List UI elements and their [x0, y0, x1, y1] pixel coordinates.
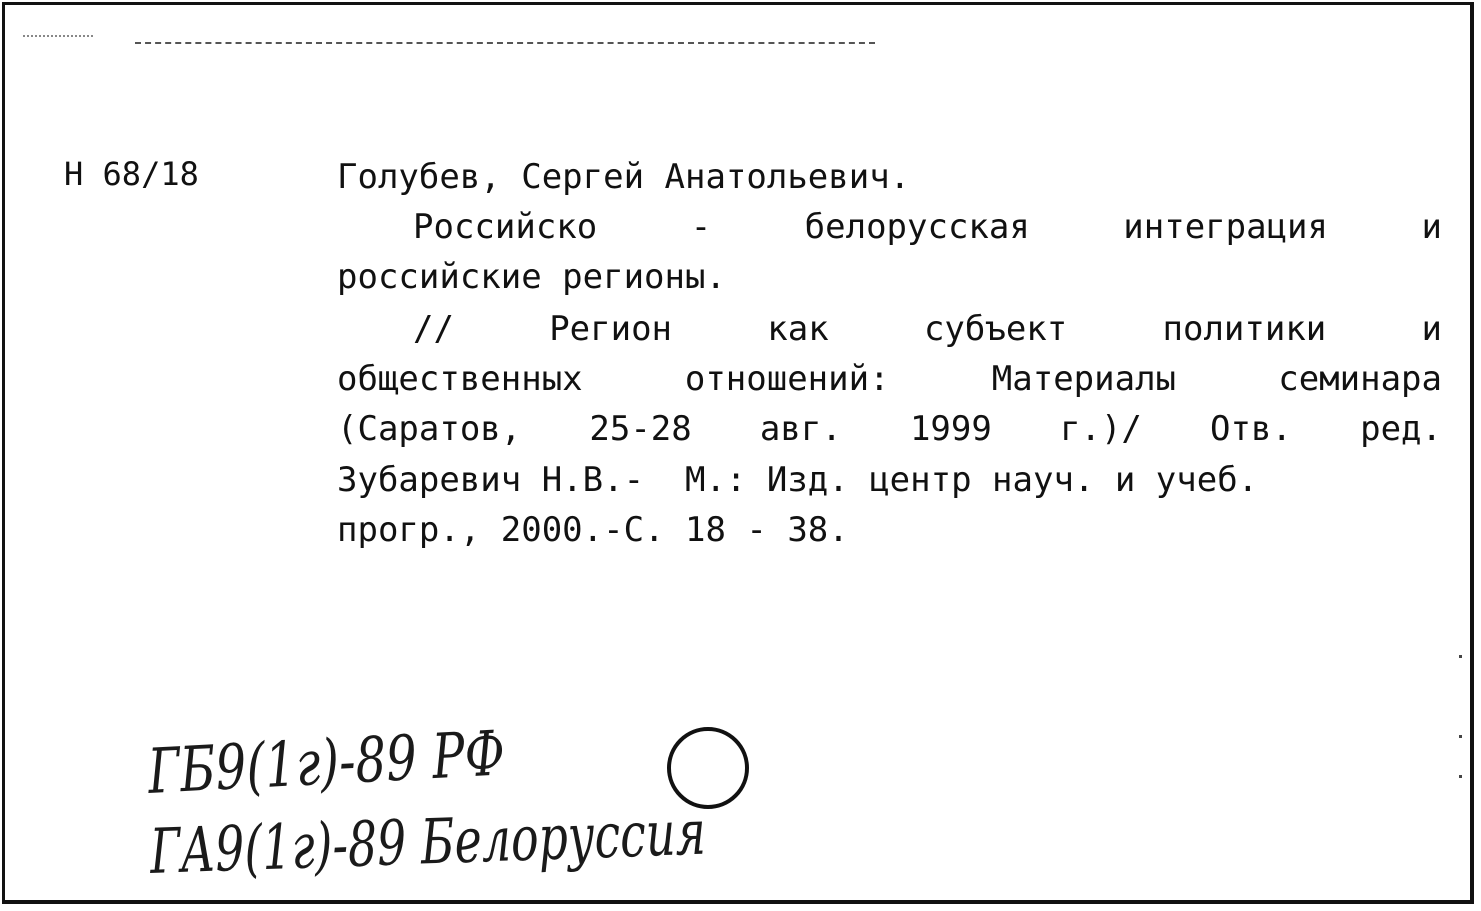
word: 25-28: [589, 409, 692, 449]
word: (Саратов,: [337, 409, 522, 449]
word: Регион: [549, 309, 673, 349]
word: Российско: [413, 207, 598, 247]
word: авг.: [759, 409, 842, 449]
source-line-3: [337, 409, 1442, 449]
word: Отв.: [1210, 409, 1292, 449]
source-line-5: прогр., 2000.-С. 18 - 38.: [337, 510, 849, 550]
word: белорусская: [804, 207, 1030, 247]
word: г.)/: [1060, 409, 1142, 449]
word: общественных: [337, 359, 583, 399]
stamp-circle-icon: [667, 727, 749, 809]
word: и: [1421, 207, 1442, 247]
word: -: [690, 207, 712, 247]
edge-speck: [1459, 735, 1462, 738]
word: как: [767, 309, 829, 349]
word: субъект: [923, 309, 1068, 349]
shelfmark: Н 68/18: [64, 155, 199, 193]
word: и: [1421, 309, 1442, 349]
word: 1999: [909, 409, 992, 449]
title-line-1: [413, 207, 1442, 247]
title-line-2: российские регионы.: [337, 257, 726, 297]
top-dotted-rule-short: [23, 35, 93, 37]
word: интеграция: [1123, 207, 1328, 247]
word: отношений:: [684, 359, 890, 399]
word: Материалы: [991, 359, 1177, 399]
source-line-2: [337, 359, 1442, 399]
word: ред.: [1360, 409, 1442, 449]
source-line-1: [413, 309, 1442, 349]
author-line: Голубев, Сергей Анатольевич.: [337, 157, 911, 197]
source-line-4: Зубаревич Н.В.- М.: Изд. центр науч. и учеб.: [337, 460, 1259, 500]
word: //: [413, 309, 454, 349]
handwritten-classification-1: ГБ9(1г)-89 РФ: [146, 716, 507, 808]
edge-speck: [1459, 655, 1462, 658]
edge-speck: [1459, 775, 1462, 778]
handwritten-classification-2: ГА9(1г)-89 Белоруссия: [148, 795, 707, 888]
top-dashed-rule: [135, 42, 875, 44]
word: семинара: [1278, 359, 1442, 399]
word: политики: [1162, 309, 1327, 349]
